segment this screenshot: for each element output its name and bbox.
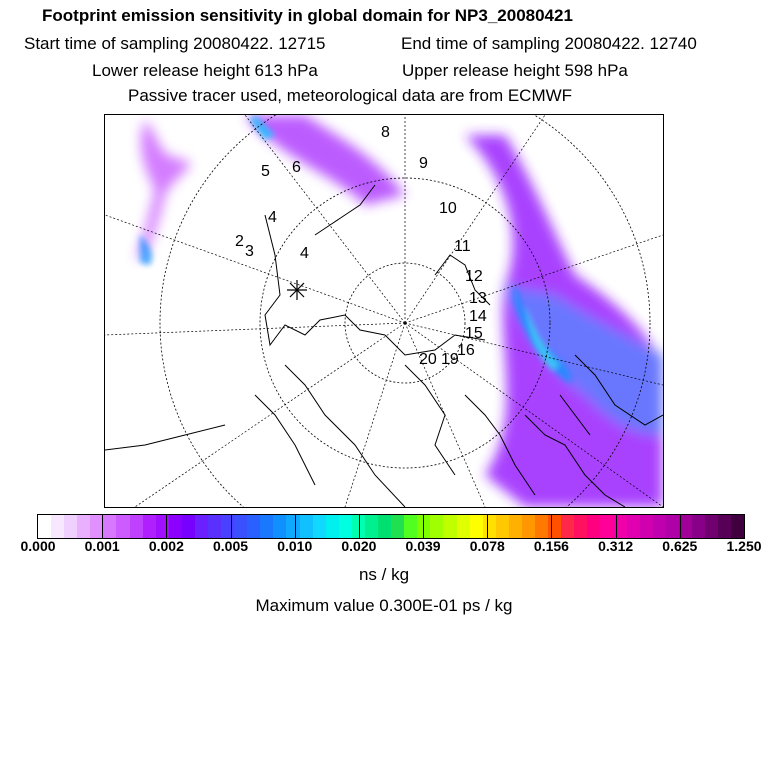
colorbar-tick-label: 1.250 <box>726 538 762 554</box>
colorbar-segment <box>692 515 705 538</box>
colorbar-segment <box>404 515 417 538</box>
colorbar-segment <box>143 515 156 538</box>
colorbar-segment <box>77 515 90 538</box>
trajectory-label: 11 <box>454 238 471 255</box>
colorbar-segment <box>653 515 666 538</box>
colorbar-tick-label: 0.312 <box>598 538 634 554</box>
start-time-label: Start time of sampling 20080422. 12715 <box>24 34 326 53</box>
colorbar-segment <box>587 515 600 538</box>
sensitivity-plume <box>135 115 663 507</box>
trajectory-label: 15 <box>465 325 483 342</box>
colorbar-segment <box>260 515 273 538</box>
colorbar-segment <box>627 515 640 538</box>
colorbar-segment <box>51 515 64 538</box>
trajectory-label: 10 <box>439 200 457 217</box>
colorbar-tick-label: 0.039 <box>405 538 441 554</box>
colorbar-segment <box>103 515 116 538</box>
colorbar-unit: ns / kg <box>358 565 410 584</box>
colorbar-segment <box>116 515 129 538</box>
colorbar-segment <box>208 515 221 538</box>
colorbar-segment <box>326 515 339 538</box>
colorbar-divider <box>487 515 488 538</box>
colorbar-tick-label: 0.078 <box>469 538 505 554</box>
colorbar-segment <box>378 515 391 538</box>
colorbar-segment <box>509 515 522 538</box>
colorbar-tick-label: 0.156 <box>533 538 569 554</box>
colorbar-tick-label: 0.002 <box>148 538 184 554</box>
colorbar-divider <box>102 515 103 538</box>
colorbar-segment <box>195 515 208 538</box>
colorbar-segment <box>561 515 574 538</box>
colorbar-tick-label: 0.000 <box>20 538 56 554</box>
end-time-label: End time of sampling 20080422. 12740 <box>401 34 697 53</box>
trajectory-label: 2 <box>235 233 244 250</box>
colorbar-segment <box>535 515 548 538</box>
tracer-note: Passive tracer used, meteorological data are from ECMWF <box>128 86 573 105</box>
colorbar-segment <box>443 515 456 538</box>
trajectory-label: 12 <box>465 268 483 285</box>
lower-height-label: Lower release height 613 hPa <box>92 61 318 80</box>
colorbar-segment <box>130 515 143 538</box>
colorbar-segment <box>391 515 404 538</box>
sensitivity-map <box>104 114 664 508</box>
colorbar-segment <box>182 515 195 538</box>
trajectory-label: 4 <box>300 245 309 262</box>
colorbar-segment <box>483 515 496 538</box>
trajectory-label: 19 <box>441 351 459 368</box>
colorbar-segment <box>470 515 483 538</box>
colorbar-divider <box>551 515 552 538</box>
trajectory-label: 20 <box>419 351 437 368</box>
colorbar-segment <box>247 515 260 538</box>
colorbar-divider <box>295 515 296 538</box>
colorbar-segment <box>286 515 299 538</box>
trajectory-label: 3 <box>245 243 254 260</box>
max-value-label: Maximum value 0.300E-01 ps / kg <box>255 596 513 615</box>
map-svg <box>105 115 663 507</box>
colorbar-divider <box>359 515 360 538</box>
colorbar-segment <box>522 515 535 538</box>
trajectory-label: 16 <box>457 342 475 359</box>
trajectory-label: 14 <box>469 308 487 325</box>
trajectory-label: 8 <box>381 124 390 141</box>
colorbar-segment <box>38 515 51 538</box>
colorbar-segment <box>666 515 679 538</box>
colorbar-segment <box>496 515 509 538</box>
colorbar-segment <box>640 515 653 538</box>
colorbar-segment <box>548 515 561 538</box>
colorbar-segment <box>273 515 286 538</box>
colorbar-segment <box>731 515 744 538</box>
colorbar-segment <box>457 515 470 538</box>
colorbar-segment <box>221 515 234 538</box>
colorbar-segment <box>169 515 182 538</box>
colorbar-tick-label: 0.010 <box>277 538 313 554</box>
trajectory-label: 9 <box>419 155 428 172</box>
trajectory-label: 4 <box>268 209 277 226</box>
colorbar-divider <box>616 515 617 538</box>
colorbar-divider <box>231 515 232 538</box>
colorbar-segment <box>300 515 313 538</box>
colorbar-segment <box>574 515 587 538</box>
colorbar-tick-label: 0.625 <box>662 538 698 554</box>
colorbar-tick-label: 0.020 <box>341 538 377 554</box>
colorbar-tick-label: 0.005 <box>213 538 249 554</box>
colorbar <box>37 514 745 539</box>
colorbar-divider <box>680 515 681 538</box>
colorbar-segment <box>718 515 731 538</box>
trajectory-label: 6 <box>292 159 301 176</box>
colorbar-tick-label: 0.001 <box>84 538 120 554</box>
colorbar-divider <box>166 515 167 538</box>
colorbar-segment <box>64 515 77 538</box>
colorbar-divider <box>423 515 424 538</box>
colorbar-segment <box>365 515 378 538</box>
colorbar-segment <box>313 515 326 538</box>
release-star-icon <box>287 280 307 300</box>
trajectory-label: 5 <box>261 163 270 180</box>
colorbar-segment <box>600 515 613 538</box>
upper-height-label: Upper release height 598 hPa <box>402 61 628 80</box>
colorbar-segment <box>430 515 443 538</box>
trajectory-label: 13 <box>469 290 487 307</box>
colorbar-segment <box>705 515 718 538</box>
colorbar-segment <box>234 515 247 538</box>
colorbar-segment <box>339 515 352 538</box>
plot-title: Footprint emission sensitivity in global domain for NP3_20080421 <box>42 6 573 25</box>
